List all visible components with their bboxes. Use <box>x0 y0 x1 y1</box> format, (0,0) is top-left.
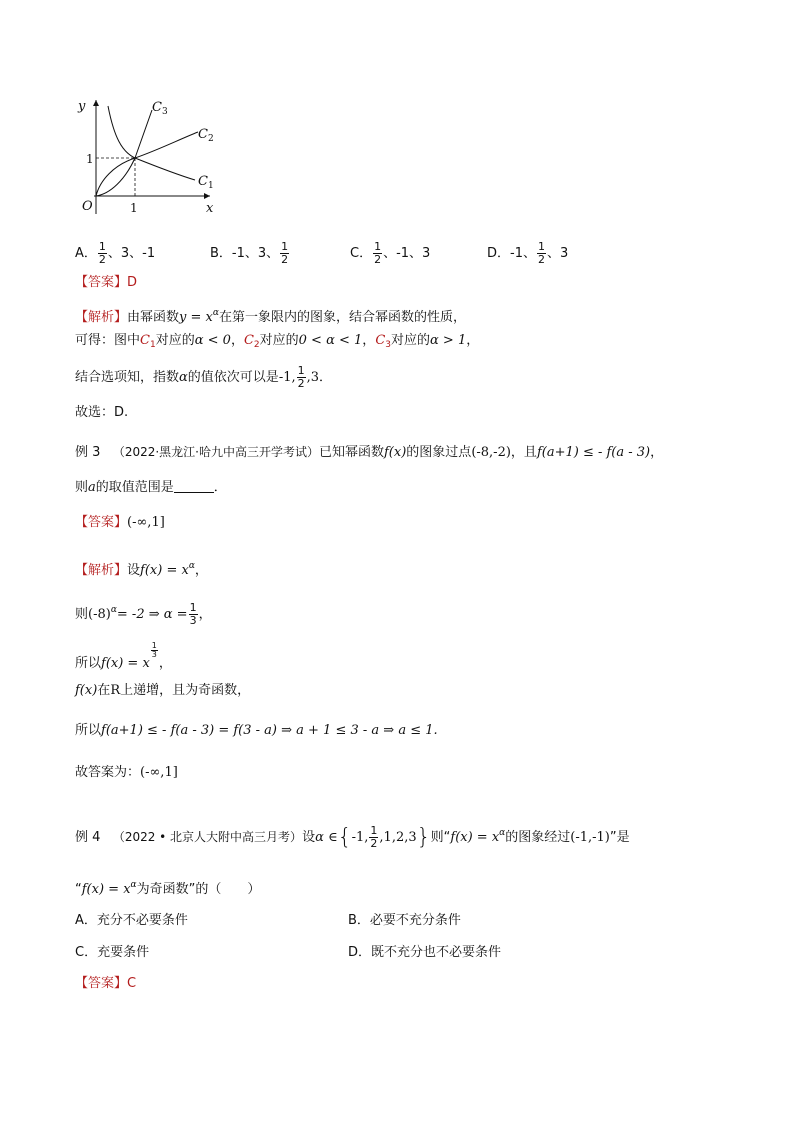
ex3-analysis-line3: 所以f(x) = x $\frac{1}{3}$ ， <box>75 641 172 671</box>
ex3-analysis-line5: 所以f(a+1) ≤ - f(a - 3) = f(3 - a) ⇒ a + 1 ≤ 3 - a ⇒ a ≤ 1. <box>75 723 438 738</box>
y-axis-label: y <box>78 99 86 114</box>
ex3-stem-line1: 例 3 （2022·黑龙江·哈九中高三开学考试）已知幂函数f(x)的图象过点(-8,-2)，且f(a+1) ≤ - f(a - 3)， <box>75 445 664 460</box>
ex4-option-a: A．充分不必要条件 <box>75 913 188 928</box>
ex3-analysis-line2: 则$(-8)^\alpha= -2$ ⇒ α = $\frac{1}{3}$ ， <box>75 601 212 627</box>
q2-conclusion: 故选：D. <box>75 405 129 420</box>
ex3-analysis-line1: 【解析】设$f(x) = x^\alpha$， <box>75 561 208 578</box>
curve-c1 <box>108 106 195 180</box>
label-c1: $C_1$ <box>198 174 214 191</box>
option-d: D．-1、 $\frac{1}{2}$ 、3 <box>487 240 569 266</box>
curve-c2 <box>96 132 198 196</box>
answer-blank[interactable] <box>174 480 214 493</box>
tick-x-1: 1 <box>130 201 138 215</box>
option-c: C． $\frac{1}{2}$ 、-1、3 <box>350 240 431 266</box>
ex3-stem-line2: 则a的取值范围是 ． <box>75 480 227 495</box>
origin-label: O <box>82 199 93 214</box>
ex3-answer: 【答案】(-∞,1] <box>75 515 165 530</box>
q2-analysis-line1: 【解析】由幂函数$y = x^\alpha$在第一象限内的图象，结合幂函数的性质， <box>75 308 466 325</box>
option-a: A． $\frac{1}{2}$ 、3、-1 <box>75 240 156 266</box>
label-c3: $C_3$ <box>152 100 168 117</box>
ex4-option-c: C．充要条件 <box>75 945 150 960</box>
x-axis-label: x <box>206 201 214 216</box>
q2-analysis-line2: 可得：图中$C_1$对应的α < 0，$C_2$对应的0 < α < 1，$C_3$对应的α > 1， <box>75 333 480 350</box>
q2-answer: 【答案】D <box>75 275 138 290</box>
ex4-stem-line2: “$f(x) = x^\alpha$为奇函数”的（ ） <box>75 880 261 897</box>
ex3-analysis-line6: 故答案为：(-∞,1] <box>75 765 178 780</box>
q2-analysis-line3: 结合选项知，指数α的值依次可以是-1, $\frac{1}{2}$ ,3． <box>75 364 333 390</box>
ex4-stem-line1: 例 4 （2022 • 北京人大附中高三月考）设α ∈{-1, $\frac{1}{2}$ ,1,2,3}则“$f(x) = x^\alpha$的图象经过(-1,-1)”是 <box>75 824 630 850</box>
ex4-answer: 【答案】C <box>75 976 137 991</box>
ex4-option-b: B．必要不充分条件 <box>348 913 461 928</box>
curve-c3 <box>96 110 152 196</box>
option-b: B．-1、3、 $\frac{1}{2}$ <box>210 240 289 266</box>
power-function-graph <box>70 92 220 222</box>
tick-y-1: 1 <box>86 152 94 166</box>
ex4-option-d: D．既不充分也不必要条件 <box>348 945 502 960</box>
ex3-analysis-line4: f(x)在R上递增，且为奇函数， <box>75 683 251 698</box>
label-c2: $C_2$ <box>198 127 214 144</box>
